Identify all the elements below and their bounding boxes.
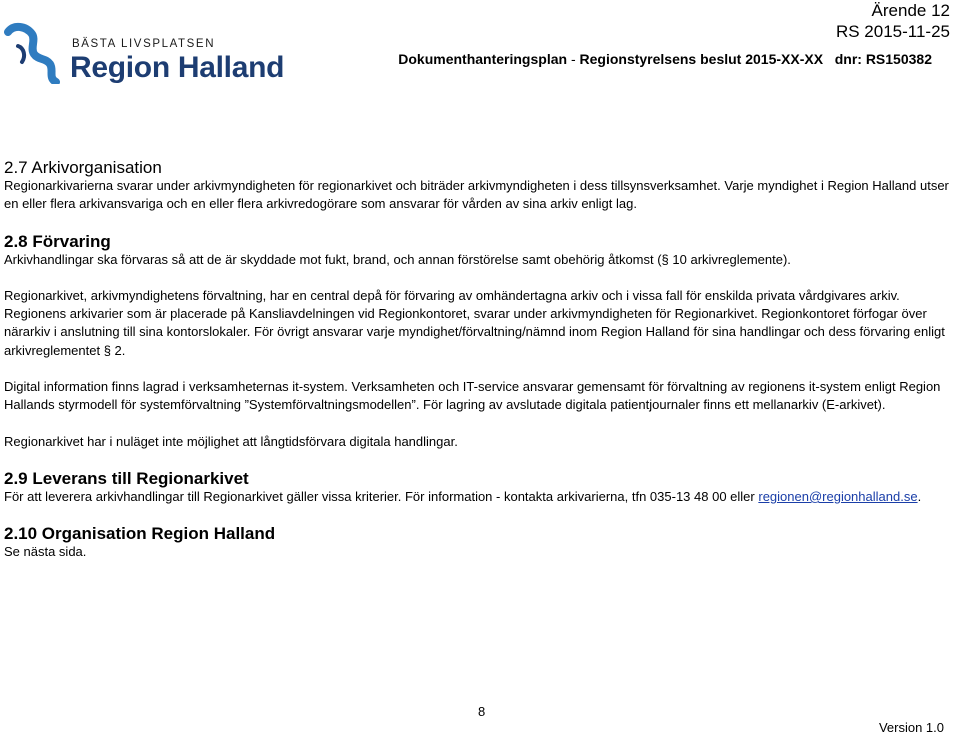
paragraph-end: . — [917, 488, 922, 504]
paragraph-text: För att leverera arkivhandlingar till Regionarkivet gäller vissa kriterier. För information - kontakta arkivarierna, tfn 035-13 48 00 eller — [4, 488, 755, 504]
doc-subtitle: Regionstyrelsens beslut 2015-XX-XX — [579, 51, 824, 67]
halland-map-icon — [4, 18, 66, 84]
paragraph: Regionarkivet har i nuläget inte möjlighet att långtidsförvara digitala handlingar. — [4, 433, 458, 449]
paragraph: Digital information finns lagrad i verksamheternas it-system. Verksamheten och IT-service ansvarar gemensamt för förvaltning av regionens it-system enligt Region Hallands styrmodell för systemförvaltning ”Systemförvaltningsmodellen”. För lagring av avslutade digitala patientjournaler finns ett mellanarkiv (E-arkivet). — [4, 379, 941, 413]
paragraph: Regionarkivarierna svarar under arkivmyndigheten för regionarkivet och biträder arkivmyndigheten i dess tillsynsverksamhet. Varje myndighet i Region Halland utser en eller flera arkivansvariga och en eller flera arkivredogörare som ansvarar för vården av sina arkiv enligt lag. — [4, 178, 949, 212]
doc-separator: - — [570, 51, 576, 67]
logo-name: Region Halland — [70, 51, 285, 84]
doc-dnr: dnr: RS150382 — [834, 51, 932, 67]
logo-tagline: BÄSTA LIVSPLATSEN — [72, 38, 216, 50]
paragraph: Se nästa sida. — [4, 544, 87, 560]
paragraph: Arkivhandlingar ska förvaras så att de är skyddade mot fukt, brand, och annan förstörelse samt obehörig åtkomst (§ 10 arkivreglemente). — [4, 251, 791, 267]
email-link[interactable]: regionen@regionhalland.se — [758, 488, 918, 504]
case-ref: RS 2015-11-25 — [835, 22, 950, 41]
case-number: Ärende 12 — [871, 1, 950, 20]
doc-title: Dokumenthanteringsplan — [398, 51, 568, 67]
case-info — [836, 0, 950, 42]
section-heading-2-7: 2.7 Arkivorganisation — [4, 158, 162, 177]
paragraph: Regionarkivet, arkivmyndighetens förvaltning, har en central depå för förvaring av omhändertagna arkiv och i vissa fall för enskilda privata vårdgivares arkiv. Regionens arkivarier som är placerade på Kansliavdelningen vid Regionkontoret, svarar under arkivmyndigheten för Regionarkivet. Regionkontoret förfogar över närarkiv i anslutning till sina kontorslokaler. För övrigt ansvarar varje myndighet/förvaltning/nämnd inom Region Halland för sina handlingar och dess förvaring enligt arkivreglementet § 2. — [4, 287, 945, 358]
region-halland-logo — [4, 18, 285, 84]
document-title — [398, 51, 932, 67]
page-number: 8 — [478, 704, 486, 719]
section-heading-2-8: 2.8 Förvaring — [4, 231, 111, 251]
version-label: Version 1.0 — [878, 720, 944, 735]
section-heading-2-9: 2.9 Leverans till Regionarkivet — [4, 468, 249, 488]
paragraph — [4, 488, 949, 506]
document-body — [4, 158, 949, 562]
section-heading-2-10: 2.10 Organisation Region Halland — [4, 524, 276, 544]
